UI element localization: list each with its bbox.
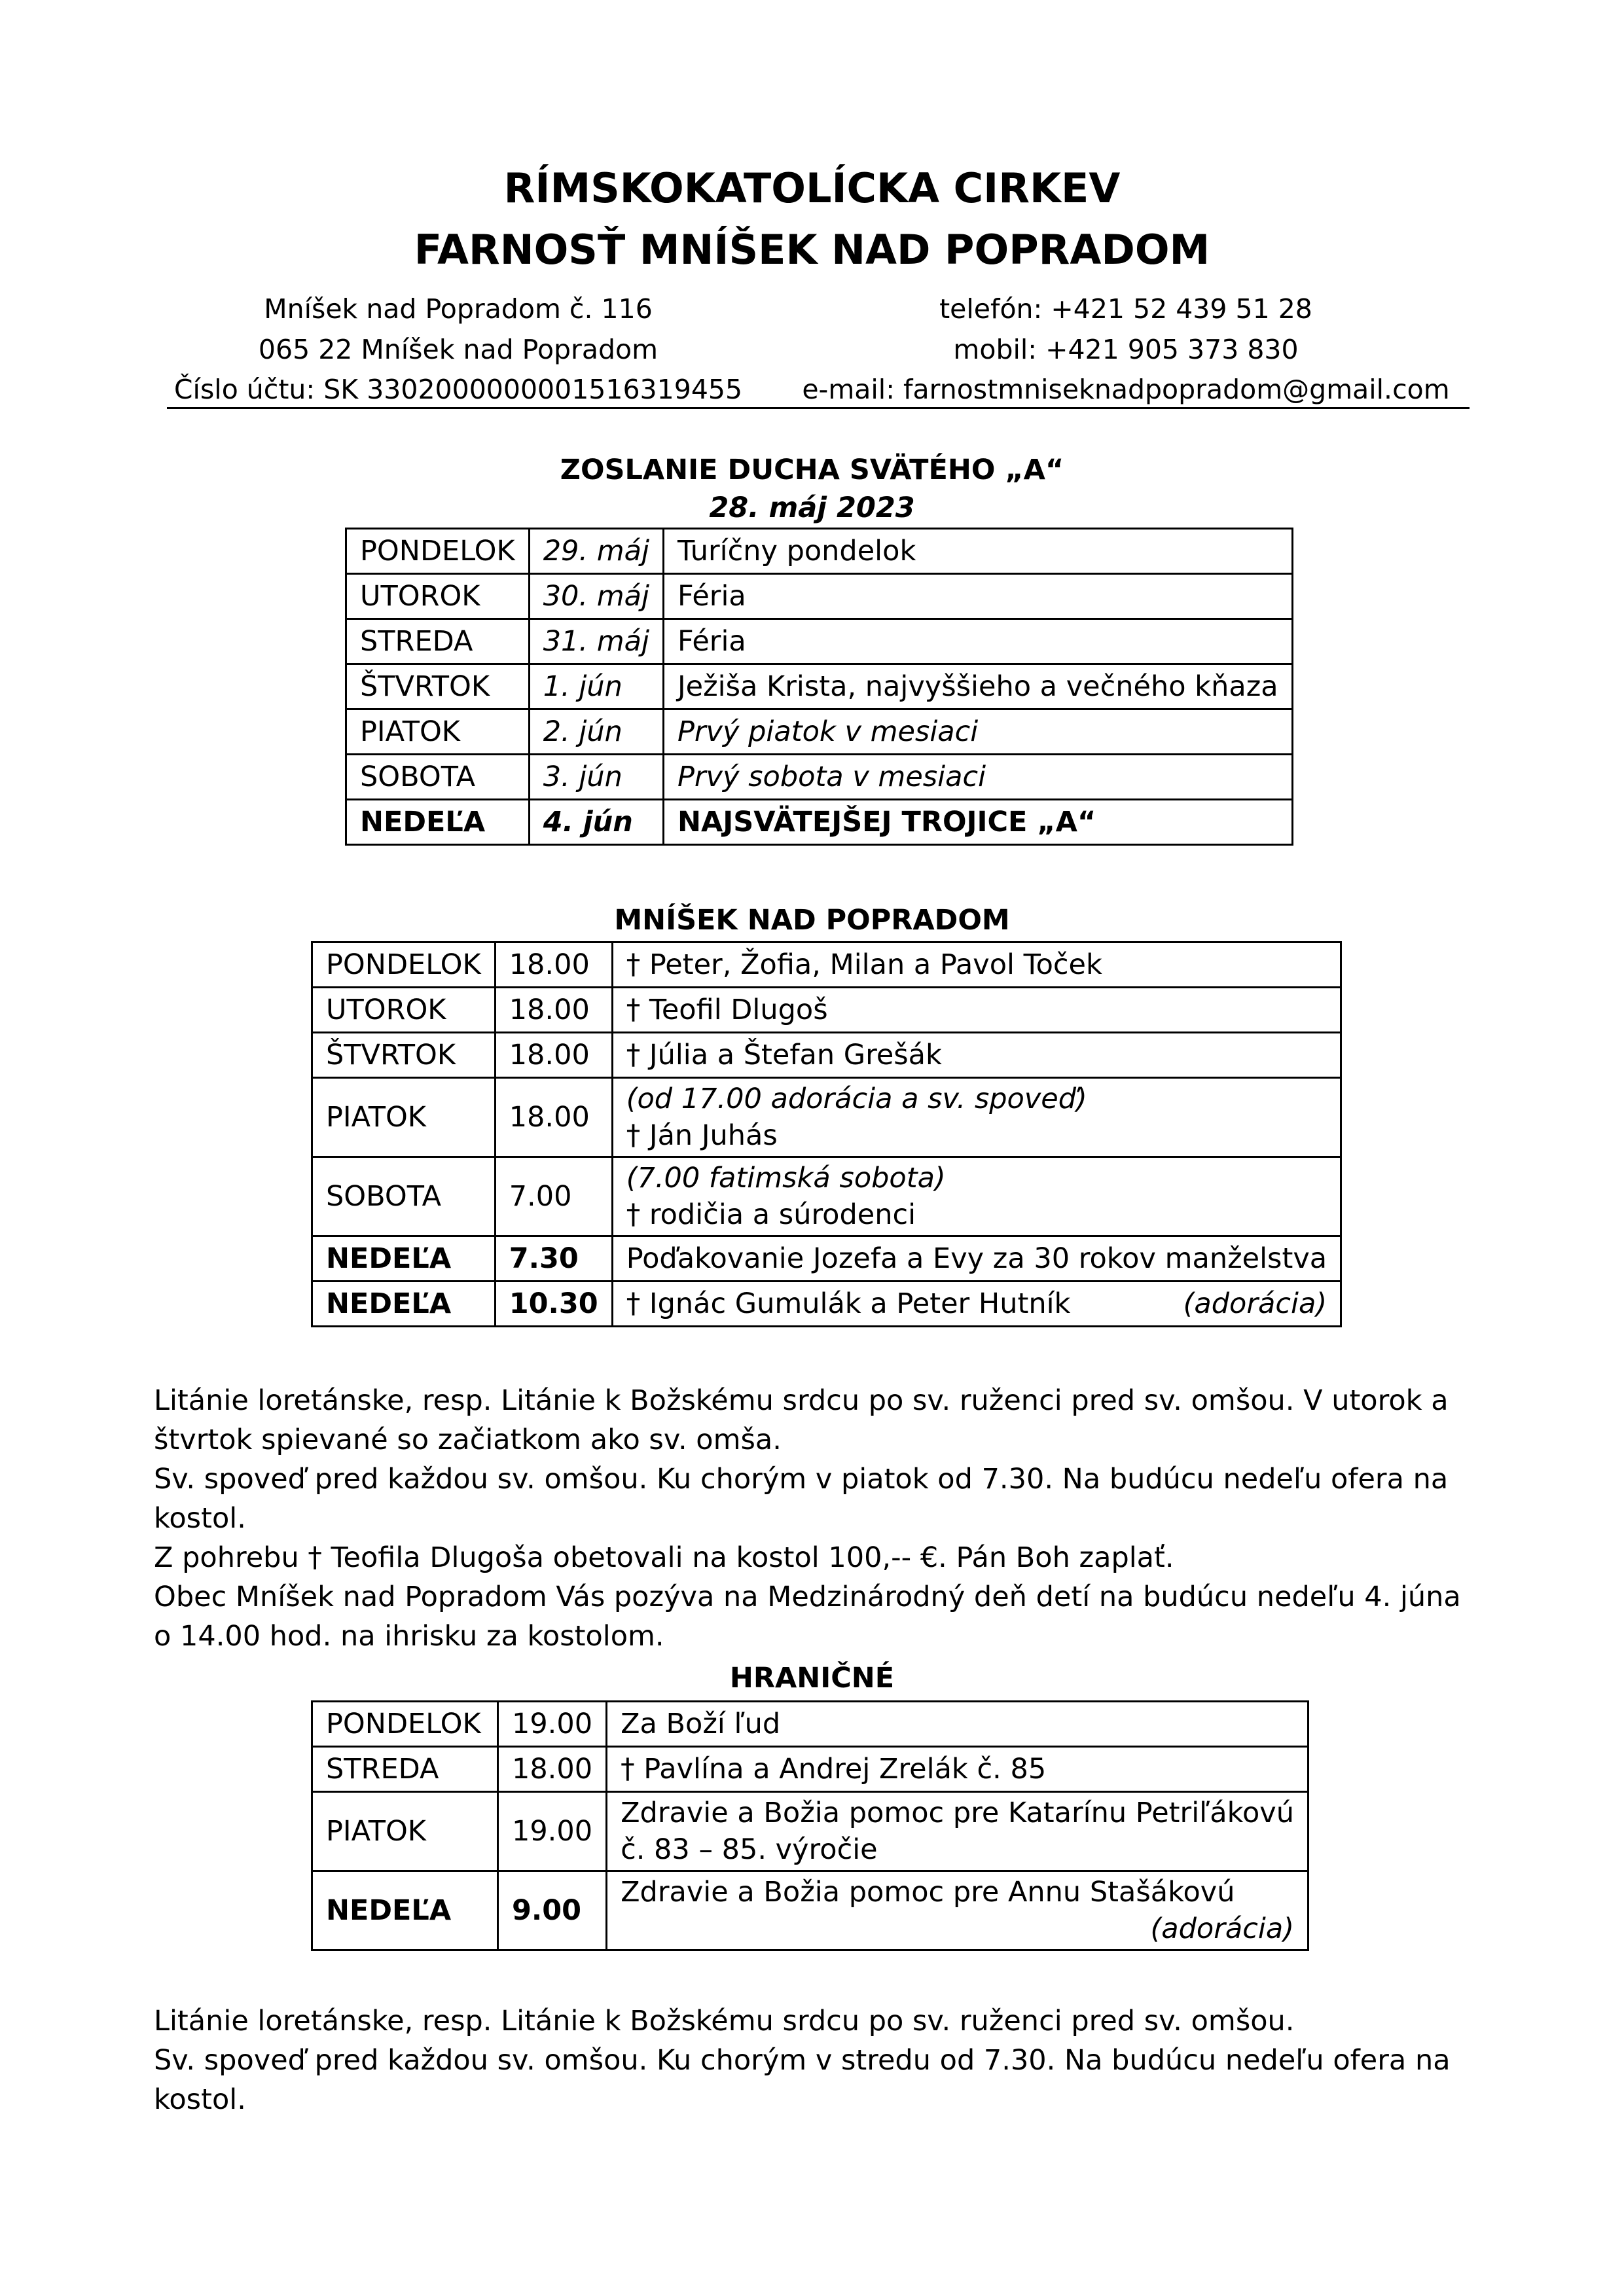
table-row	[312, 942, 1341, 988]
intent-text: Zdravie a Božia pomoc pre Annu Stašákovú	[621, 1876, 1235, 1909]
table-row	[312, 988, 1341, 1033]
table-row	[346, 574, 1293, 619]
time-cell: 19.00	[497, 1792, 606, 1871]
intent-text: † Ignác Gumulák a Peter Hutník	[626, 1287, 1071, 1320]
time-cell: 10.30	[495, 1282, 612, 1327]
church-title: RÍMSKOKATOLÍCKA CIRKEV	[503, 164, 1121, 212]
date-cell: 30. máj	[529, 574, 663, 619]
table-row	[312, 1078, 1341, 1157]
announcement: Sv. spoveď pred každou sv. omšou. Ku chorým v stredu od 7.30. Na budúcu nedeľu ofera na kostol.	[154, 2044, 1451, 2116]
intent-cell	[612, 1157, 1341, 1236]
day-cell: PIATOK	[312, 1792, 498, 1871]
email: e-mail: farnostmniseknadpopradom@gmail.com	[802, 374, 1450, 405]
date-cell: 1. jún	[529, 664, 663, 709]
hranicne-table	[311, 1700, 1309, 1951]
time-cell: 18.00	[497, 1747, 606, 1792]
day-cell: ŠTVRTOK	[346, 664, 530, 709]
table-row	[312, 1033, 1341, 1078]
day-cell: SOBOTA	[312, 1157, 496, 1236]
time-cell: 18.00	[495, 1033, 612, 1078]
day-cell: UTOROK	[312, 988, 496, 1033]
day-cell: PONDELOK	[312, 942, 496, 988]
mnisek-announcements	[154, 1381, 1483, 1656]
address-city: 065 22 Mníšek nad Popradom	[258, 334, 659, 365]
intent-cell	[612, 1282, 1341, 1327]
time-cell: 7.30	[495, 1236, 612, 1282]
feast-cell: Prvý piatok v mesiaci	[663, 709, 1292, 755]
header-divider	[167, 407, 1470, 409]
intent-cell	[607, 1792, 1308, 1871]
feast-cell: NAJSVÄTEJŠEJ TROJICE „A“	[663, 800, 1292, 845]
table-row	[346, 619, 1293, 664]
day-cell: SOBOTA	[346, 755, 530, 800]
adoration-note: (adorácia)	[1150, 1912, 1294, 1945]
day-cell: PONDELOK	[312, 1702, 498, 1747]
time-cell: 19.00	[497, 1702, 606, 1747]
time-cell: 9.00	[497, 1871, 606, 1950]
announcement: Litánie loretánske, resp. Litánie k Božskému srdcu po sv. ruženci pred sv. omšou. V utorok a štvrtok spievané so začiatkom ako sv. omša.	[154, 1384, 1449, 1456]
announcement: Litánie loretánske, resp. Litánie k Božskému srdcu po sv. ruženci pred sv. omšou.	[154, 2005, 1295, 2037]
intent-cell	[607, 1871, 1308, 1950]
time-cell: 7.00	[495, 1157, 612, 1236]
table-row	[312, 1702, 1308, 1747]
liturgy-heading: ZOSLANIE DUCHA SVÄTÉHO „A“	[560, 454, 1064, 486]
table-row	[312, 1871, 1308, 1950]
feast-cell: Ježiša Krista, najvyššieho a večného kňaza	[663, 664, 1292, 709]
date-cell: 4. jún	[529, 800, 663, 845]
table-row	[346, 529, 1293, 574]
date-cell: 29. máj	[529, 529, 663, 574]
table-row	[346, 755, 1293, 800]
day-cell: STREDA	[312, 1747, 498, 1792]
liturgy-date: 28. máj 2023	[709, 492, 915, 524]
feast-cell: Turíčny pondelok	[663, 529, 1292, 574]
address-street: Mníšek nad Popradom č. 116	[264, 293, 653, 325]
intent-cell: Za Boží ľud	[607, 1702, 1308, 1747]
intent-cell: † Teofil Dlugoš	[612, 988, 1341, 1033]
day-cell: STREDA	[346, 619, 530, 664]
hranicne-announcements	[154, 2001, 1483, 2119]
intent-cell: † Pavlína a Andrej Zrelák č. 85	[607, 1747, 1308, 1792]
table-row	[312, 1792, 1308, 1871]
mnisek-heading: MNÍŠEK NAD POPRADOM	[614, 904, 1010, 937]
day-cell: NEDEĽA	[346, 800, 530, 845]
time-cell: 18.00	[495, 988, 612, 1033]
feast-cell: Prvý sobota v mesiaci	[663, 755, 1292, 800]
phone: telefón: +421 52 439 51 28	[939, 293, 1312, 325]
table-row	[346, 664, 1293, 709]
intent-text-2: č. 83 – 85. výročie	[621, 1833, 878, 1866]
liturgy-table	[345, 528, 1293, 846]
table-row	[312, 1747, 1308, 1792]
hranicne-heading: HRANIČNÉ	[729, 1662, 895, 1695]
intent-note: (od 17.00 adorácia a sv. spoveď)	[626, 1083, 1087, 1115]
intent-cell	[612, 1078, 1341, 1157]
intent-text: Zdravie a Božia pomoc pre Katarínu Petriľákovú	[621, 1797, 1294, 1829]
announcement: Obec Mníšek nad Popradom Vás pozýva na Medzinárodný deň detí na budúcu nedeľu 4. júna o 14.00 hod. na ihrisku za kostolom.	[154, 1581, 1461, 1653]
day-cell: ŠTVRTOK	[312, 1033, 496, 1078]
parish-title: FARNOSŤ MNÍŠEK NAD POPRADOM	[414, 226, 1210, 274]
day-cell: PIATOK	[312, 1078, 496, 1157]
day-cell: NEDEĽA	[312, 1236, 496, 1282]
intent-text: † rodičia a súrodenci	[626, 1198, 916, 1231]
intent-cell: Poďakovanie Jozefa a Evy za 30 rokov manželstva	[612, 1236, 1341, 1282]
time-cell: 18.00	[495, 1078, 612, 1157]
date-cell: 31. máj	[529, 619, 663, 664]
intent-text: † Ján Juhás	[626, 1119, 778, 1152]
table-row	[346, 800, 1293, 845]
intent-note: (7.00 fatimská sobota)	[626, 1162, 946, 1194]
mobile: mobil: +421 905 373 830	[953, 334, 1299, 365]
announcement: Sv. spoveď pred každou sv. omšou. Ku chorým v piatok od 7.30. Na budúcu nedeľu ofera na kostol.	[154, 1463, 1449, 1535]
table-row	[312, 1157, 1341, 1236]
bank-account: Číslo účtu: SK 3302000000001516319455	[173, 374, 743, 405]
time-cell: 18.00	[495, 942, 612, 988]
table-row	[312, 1236, 1341, 1282]
intent-cell: † Peter, Žofia, Milan a Pavol Toček	[612, 942, 1341, 988]
day-cell: PONDELOK	[346, 529, 530, 574]
announcement: Z pohrebu † Teofila Dlugoša obetovali na kostol 100,-- €. Pán Boh zaplať.	[154, 1541, 1174, 1574]
table-row	[312, 1282, 1341, 1327]
day-cell: NEDEĽA	[312, 1871, 498, 1950]
table-row	[346, 709, 1293, 755]
day-cell: PIATOK	[346, 709, 530, 755]
feast-cell: Féria	[663, 619, 1292, 664]
date-cell: 3. jún	[529, 755, 663, 800]
mnisek-table	[311, 941, 1342, 1327]
date-cell: 2. jún	[529, 709, 663, 755]
adoration-note: (adorácia)	[1183, 1287, 1327, 1320]
day-cell: UTOROK	[346, 574, 530, 619]
intent-cell: † Júlia a Štefan Grešák	[612, 1033, 1341, 1078]
day-cell: NEDEĽA	[312, 1282, 496, 1327]
feast-cell: Féria	[663, 574, 1292, 619]
